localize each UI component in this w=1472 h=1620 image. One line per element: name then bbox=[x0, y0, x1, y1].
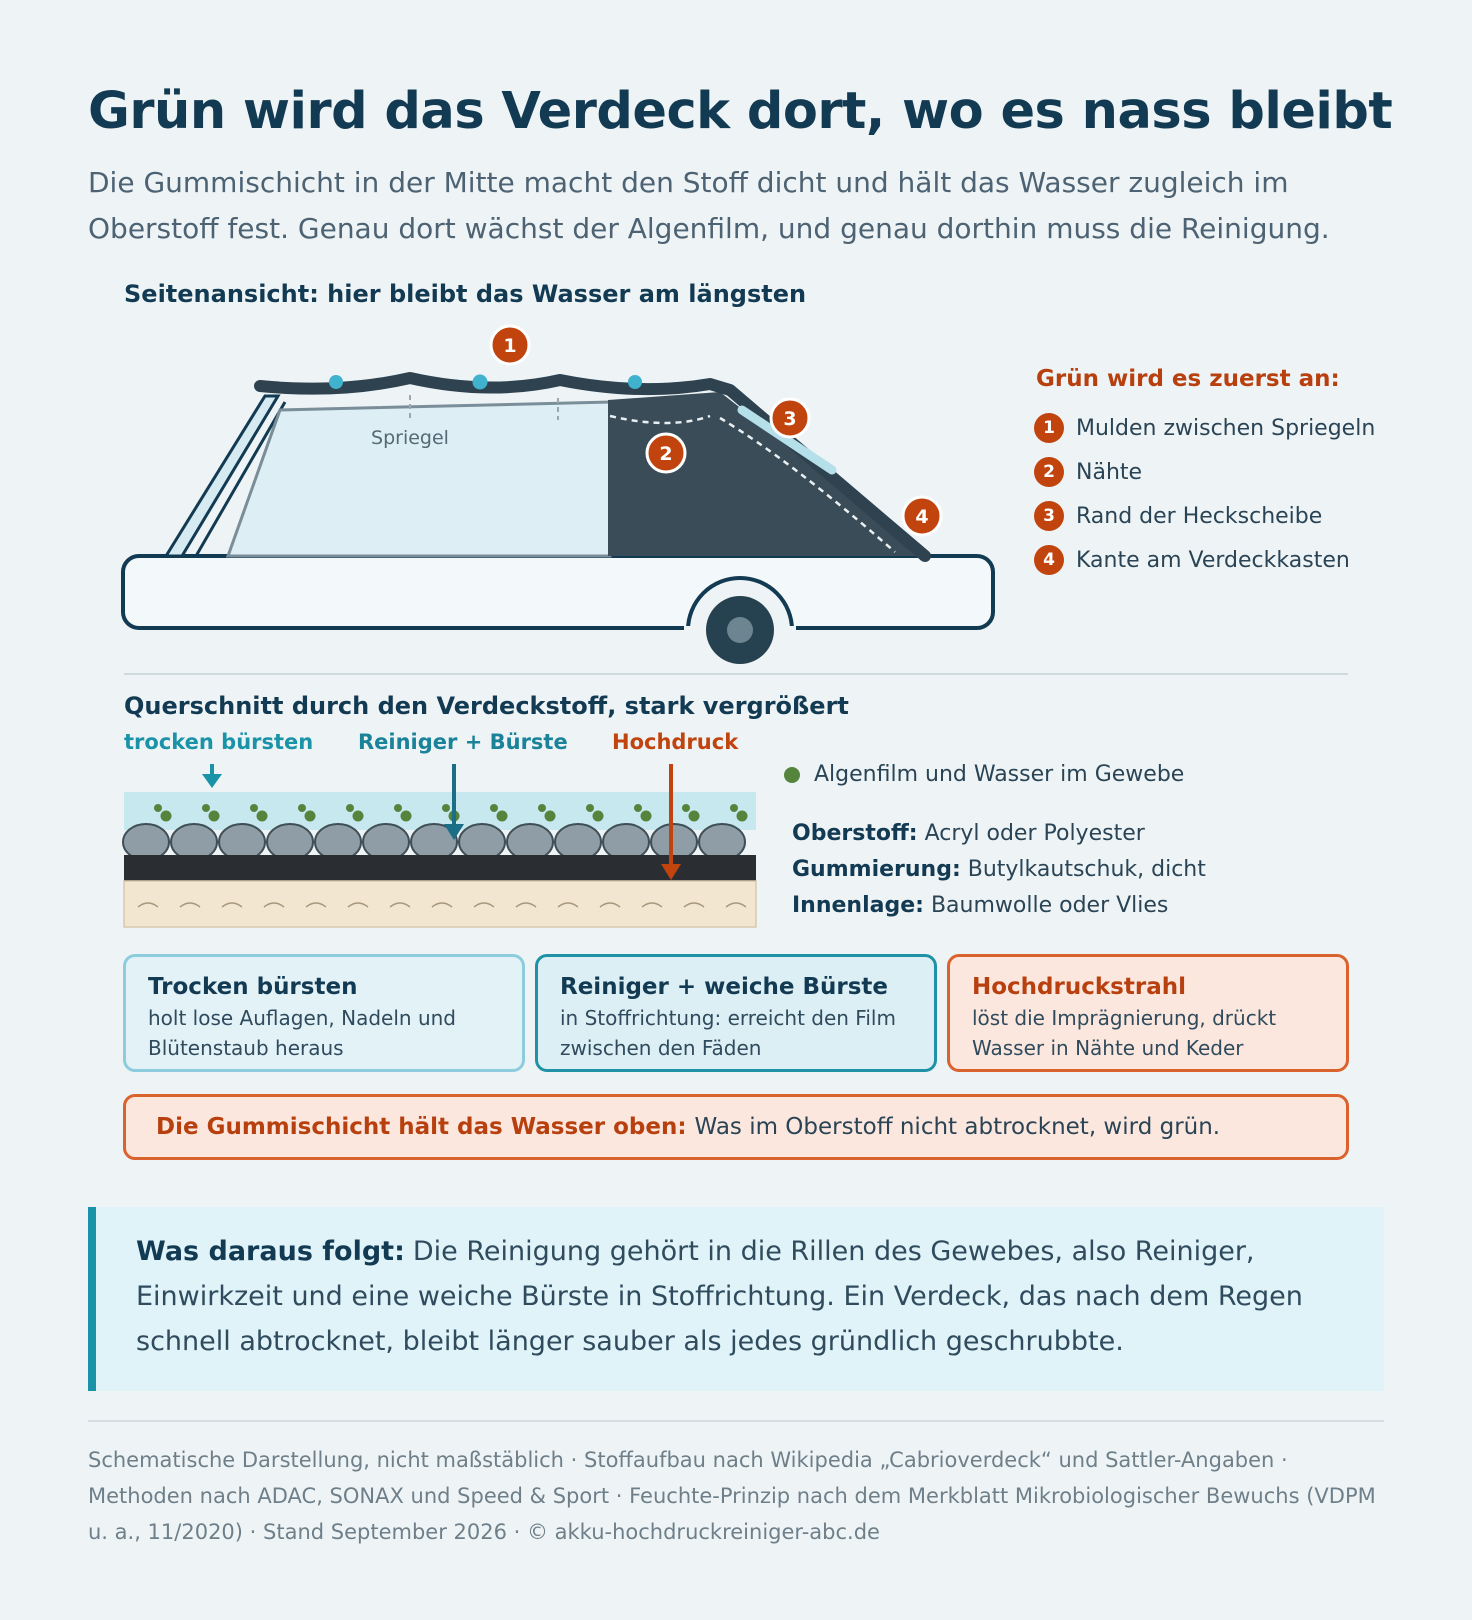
marker-1 bbox=[491, 326, 529, 364]
cross-section-heading: Querschnitt durch den Verdeckstoff, stark vergrößert bbox=[124, 692, 849, 720]
inner-layer bbox=[124, 881, 756, 927]
svg-text:2: 2 bbox=[659, 443, 673, 465]
algae-dot bbox=[305, 811, 316, 822]
fabric-thread bbox=[267, 824, 313, 860]
algae-dot bbox=[442, 804, 450, 812]
fabric-thread bbox=[459, 824, 505, 860]
layer-item: Gummierung: Butylkautschuk, dicht bbox=[792, 857, 1206, 882]
algae-dot bbox=[641, 811, 652, 822]
callout-label: Kante am Verdeckkasten bbox=[1076, 547, 1350, 573]
algae-dot bbox=[394, 804, 402, 812]
card-title: Trocken bürsten bbox=[148, 974, 358, 1000]
fabric-thread bbox=[507, 824, 553, 860]
method-card-dry-brush bbox=[123, 954, 525, 1072]
layer-item: Oberstoff: Acryl oder Polyester bbox=[792, 821, 1145, 846]
section-divider bbox=[124, 673, 1348, 675]
algae-dot bbox=[586, 804, 594, 812]
footer-divider bbox=[88, 1420, 1384, 1422]
layer-list bbox=[792, 816, 1206, 924]
side-view-heading: Seitenansicht: hier bleibt das Wasser am längsten bbox=[124, 280, 807, 308]
method-card-cleaner-brush bbox=[535, 954, 937, 1072]
algae-dot bbox=[209, 811, 220, 822]
card-text: holt lose Auflagen, Nadeln und Blütenstaub heraus bbox=[148, 1006, 456, 1060]
algae-dot bbox=[401, 811, 412, 822]
car-body bbox=[123, 556, 993, 628]
conclusion-box bbox=[88, 1207, 1384, 1391]
callout-item bbox=[1034, 450, 1375, 494]
callout-item bbox=[1034, 406, 1375, 450]
marker-2 bbox=[647, 434, 685, 472]
page-title: Grün wird das Verdeck dort, wo es nass bleibt bbox=[88, 82, 1393, 141]
warning-text: Was im Oberstoff nicht abtrocknet, wird grün. bbox=[694, 1114, 1221, 1140]
fabric-thread bbox=[171, 824, 217, 860]
algae-dot bbox=[497, 811, 508, 822]
fabric-cross-section bbox=[122, 760, 762, 930]
marker-3 bbox=[771, 399, 809, 437]
algae-dot bbox=[298, 804, 306, 812]
fabric-thread bbox=[363, 824, 409, 860]
algae-dot bbox=[250, 804, 258, 812]
car-side-view-illustration bbox=[110, 320, 1010, 670]
side-window bbox=[228, 402, 610, 556]
algae-dot bbox=[202, 804, 210, 812]
algae-dot bbox=[490, 804, 498, 812]
callout-number: 1 bbox=[1034, 413, 1064, 443]
arrow-dry-brush bbox=[202, 764, 222, 788]
algae-dot bbox=[737, 811, 748, 822]
callout-item bbox=[1034, 494, 1375, 538]
algae-dot bbox=[634, 804, 642, 812]
footer-sources: Schematische Darstellung, nicht maßstäblich · Stoffaufbau nach Wikipedia „Cabrioverdeck“ und Sattler-Angaben · Methoden nach ADAC, SONAX und Speed & Sport · Feuchte-Prinzip nach dem Merkblatt Mikrobiologischer Bewuchs (VDPM u. a., 11/2020) · Stand September 2026 · © akku-hochdruckreiniger-abc.de bbox=[88, 1448, 1376, 1544]
callout-number: 4 bbox=[1034, 545, 1064, 575]
conclusion-text: Die Reinigung gehört in die Rillen des Gewebes, also Reiniger, Einwirkzeit und eine weiche Bürste in Stoffrichtung. Ein Verdeck, das nach dem Regen schnell abtrocknet, bleibt länger sauber als jedes gründlich geschrubbte. bbox=[136, 1236, 1303, 1357]
algae-dot bbox=[682, 804, 690, 812]
marker-4 bbox=[903, 497, 941, 535]
algae-dot bbox=[545, 811, 556, 822]
fabric-thread bbox=[699, 824, 745, 860]
algae-dot bbox=[257, 811, 268, 822]
fabric-thread bbox=[603, 824, 649, 860]
fabric-thread bbox=[219, 824, 265, 860]
method-label-high-pressure: Hochdruck bbox=[612, 730, 739, 754]
callout-list bbox=[1034, 406, 1375, 582]
algae-dot bbox=[689, 811, 700, 822]
fabric-thread bbox=[651, 824, 697, 860]
algae-dot bbox=[353, 811, 364, 822]
callout-number: 3 bbox=[1034, 501, 1064, 531]
warning-box bbox=[123, 1094, 1349, 1160]
algae-dot bbox=[538, 804, 546, 812]
method-label-dry-brush: trocken bürsten bbox=[124, 730, 314, 754]
page-subtitle: Die Gummischicht in der Mitte macht den Stoff dicht und hält das Wasser zugleich im Oberstoff fest. Genau dort wächst der Algenfilm, und genau dorthin muss die Reinigung. bbox=[88, 166, 1330, 245]
conclusion-bold: Was daraus folgt: bbox=[136, 1236, 405, 1267]
card-title: Reiniger + weiche Bürste bbox=[560, 974, 889, 1000]
callout-label: Mulden zwischen Spriegeln bbox=[1076, 415, 1376, 441]
rubber-layer bbox=[124, 855, 756, 881]
fabric-thread bbox=[315, 824, 361, 860]
method-card-high-pressure bbox=[947, 954, 1349, 1072]
svg-text:1: 1 bbox=[503, 335, 517, 357]
card-text: löst die Imprägnierung, drückt Wasser in Nähte und Keder bbox=[972, 1006, 1277, 1060]
algae-dot bbox=[154, 804, 162, 812]
algae-dot bbox=[593, 811, 604, 822]
callout-title: Grün wird es zuerst an: bbox=[1036, 366, 1340, 392]
card-title: Hochdruckstrahl bbox=[972, 974, 1186, 1000]
svg-text:3: 3 bbox=[783, 408, 797, 430]
layer-item: Innenlage: Baumwolle oder Vlies bbox=[792, 893, 1169, 918]
callout-number: 2 bbox=[1034, 457, 1064, 487]
algae-dot bbox=[346, 804, 354, 812]
method-label-cleaner-brush: Reiniger + Bürste bbox=[358, 730, 568, 754]
algae-dot bbox=[730, 804, 738, 812]
algae-legend bbox=[784, 762, 1184, 787]
fabric-thread bbox=[123, 824, 169, 860]
fabric-thread bbox=[555, 824, 601, 860]
svg-text:4: 4 bbox=[915, 506, 929, 528]
callout-label: Nähte bbox=[1076, 459, 1143, 485]
bow-label: Spriegel bbox=[371, 427, 449, 449]
callout-item bbox=[1034, 538, 1375, 582]
algae-dot bbox=[161, 811, 172, 822]
callout-label: Rand der Heckscheibe bbox=[1076, 503, 1323, 529]
card-text: in Stoffrichtung: erreicht den Film zwischen den Fäden bbox=[560, 1006, 896, 1060]
algae-dot-icon bbox=[784, 767, 800, 783]
algae-legend-label: Algenfilm und Wasser im Gewebe bbox=[814, 762, 1185, 787]
warning-bold: Die Gummischicht hält das Wasser oben: bbox=[156, 1114, 687, 1140]
